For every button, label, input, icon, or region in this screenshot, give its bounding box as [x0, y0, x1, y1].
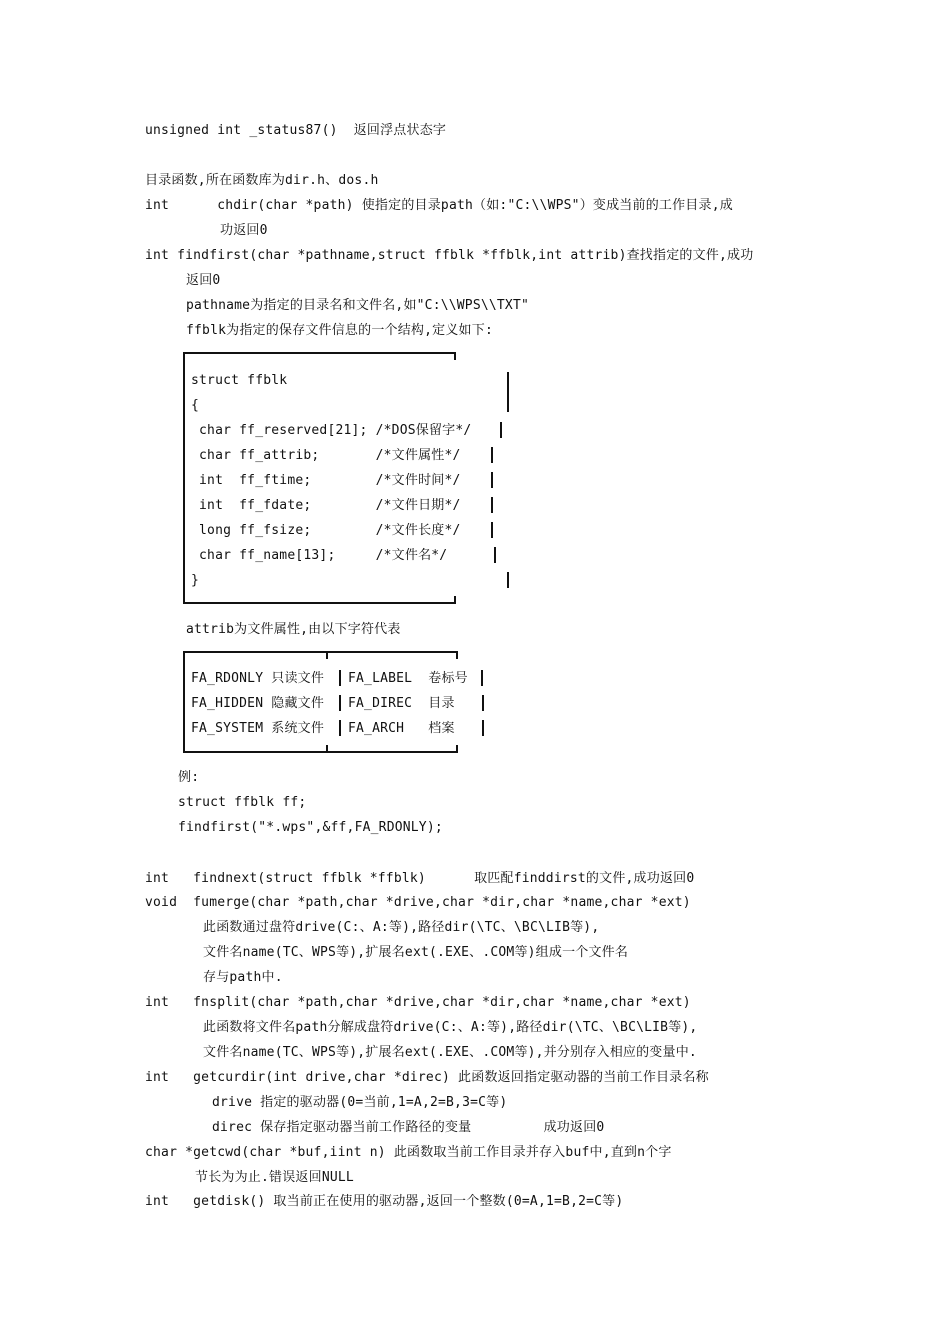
struct-box-right-seg	[491, 447, 493, 463]
attrib-cell: FA_ARCH 档案	[348, 721, 455, 736]
attrib-table-right-seg	[481, 670, 483, 686]
struct-box-top-right-tick	[454, 352, 456, 360]
struct-line: char ff_name[13]; /*文件名*/	[191, 548, 448, 563]
getcurdir-line: int getcurdir(int drive,char *direc) 此函数返回指定驱动器的当前工作目录名称	[145, 1070, 709, 1085]
attrib-table-right-seg	[482, 695, 484, 711]
pathname-desc: pathname为指定的目录名和文件名,如"C:\\WPS\\TXT"	[186, 298, 530, 313]
fumerge-desc: 此函数通过盘符drive(C:、A:等),路径dir(\TC、\BC\LIB等),	[203, 920, 600, 935]
attrib-cell: FA_HIDDEN 隐藏文件	[191, 696, 325, 711]
example-code: struct ffblk ff;	[178, 795, 307, 810]
attrib-cell: FA_SYSTEM 系统文件	[191, 721, 325, 736]
getcurdir-desc: direc 保存指定驱动器当前工作路径的变量 成功返回0	[212, 1120, 605, 1135]
struct-box-bottom	[183, 602, 456, 604]
attrib-table-top-tick-right	[456, 651, 458, 659]
struct-box-right-seg	[507, 572, 509, 588]
status87-line: unsigned int _status87() 返回浮点状态字	[145, 123, 447, 138]
getcurdir-desc: drive 指定的驱动器(0=当前,1=A,2=B,3=C等)	[212, 1095, 508, 1110]
findfirst-line: int findfirst(char *pathname,struct ffblk *ffblk,int attrib)查找指定的文件,成功	[145, 248, 754, 263]
struct-box-top	[183, 352, 456, 354]
example-label: 例:	[178, 770, 200, 785]
fumerge-desc: 文件名name(TC、WPS等),扩展名ext(.EXE、.COM等)组成一个文件名	[203, 945, 629, 960]
struct-line: int ff_ftime; /*文件时间*/	[191, 473, 461, 488]
findfirst-line-cont: 返回0	[186, 273, 221, 288]
section-heading: 目录函数,所在函数库为dir.h、dos.h	[145, 173, 379, 188]
attrib-table-bottom-tick-right	[456, 745, 458, 753]
struct-line: char ff_attrib; /*文件属性*/	[191, 448, 461, 463]
struct-box-bottom-right-tick	[454, 596, 456, 604]
attrib-table-mid-seg	[339, 720, 341, 736]
fnsplit-line: int fnsplit(char *path,char *drive,char *dir,char *name,char *ext)	[145, 995, 691, 1010]
struct-box-right-seg	[494, 547, 496, 563]
struct-box-right-seg	[500, 422, 502, 438]
struct-box-right-seg	[491, 497, 493, 513]
attrib-cell: FA_LABEL 卷标号	[348, 671, 468, 686]
findnext-line: int findnext(struct ffblk *ffblk) 取匹配finddirst的文件,成功返回0	[145, 871, 695, 886]
attrib-table-mid-seg	[339, 695, 341, 711]
ffblk-desc: ffblk为指定的保存文件信息的一个结构,定义如下:	[186, 323, 493, 338]
attrib-table-top	[183, 651, 458, 653]
attrib-table-bottom-tick-mid	[326, 745, 328, 753]
struct-box-right-seg	[491, 522, 493, 538]
struct-line: struct ffblk	[191, 373, 288, 388]
attrib-table-bottom	[183, 751, 458, 753]
fumerge-line: void fumerge(char *path,char *drive,char *dir,char *name,char *ext)	[145, 895, 691, 910]
struct-line: char ff_reserved[21]; /*DOS保留字*/	[191, 423, 472, 438]
attrib-table-top-tick-mid	[326, 651, 328, 659]
chdir-line: int chdir(char *path) 使指定的目录path（如:"C:\\WPS"）变成当前的工作目录,成	[145, 198, 733, 213]
attrib-desc: attrib为文件属性,由以下字符代表	[186, 622, 401, 637]
chdir-line-cont: 功返回0	[220, 223, 268, 238]
struct-box-right-seg	[491, 472, 493, 488]
getdisk-line: int getdisk() 取当前正在使用的驱动器,返回一个整数(0=A,1=B,2=C等)	[145, 1194, 624, 1209]
attrib-table-right-seg	[482, 720, 484, 736]
struct-box-right-seg	[507, 372, 509, 412]
fnsplit-desc: 文件名name(TC、WPS等),扩展名ext(.EXE、.COM等),并分别存入相应的变量中.	[203, 1045, 697, 1060]
struct-line: }	[191, 573, 200, 588]
struct-line: int ff_fdate; /*文件日期*/	[191, 498, 461, 513]
example-code: findfirst("*.wps",&ff,FA_RDONLY);	[178, 820, 443, 835]
struct-line: {	[191, 398, 200, 413]
attrib-table-left	[183, 651, 185, 753]
getcwd-desc: 节长为为止.错误返回NULL	[195, 1170, 354, 1185]
attrib-table-mid-seg	[339, 670, 341, 686]
attrib-cell: FA_DIREC 目录	[348, 696, 455, 711]
attrib-cell: FA_RDONLY 只读文件	[191, 671, 325, 686]
struct-line: long ff_fsize; /*文件长度*/	[191, 523, 461, 538]
fumerge-desc: 存与path中.	[203, 970, 283, 985]
struct-box-left	[183, 352, 185, 604]
fnsplit-desc: 此函数将文件名path分解成盘符drive(C:、A:等),路径dir(\TC、\BC\LIB等),	[203, 1020, 698, 1035]
getcwd-line: char *getcwd(char *buf,iint n) 此函数取当前工作目录并存入buf中,直到n个字	[145, 1145, 672, 1160]
